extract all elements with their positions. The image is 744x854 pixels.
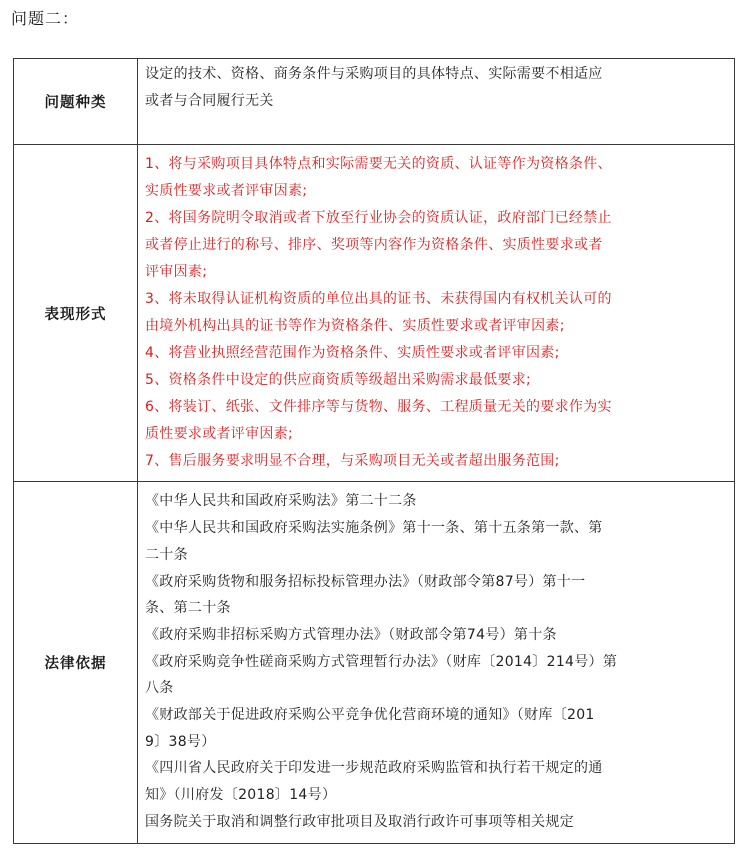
content-issue-type [138, 59, 735, 145]
text-line: 国务院关于取消和调整行政审批项目及取消行政许可事项等相关规定 [145, 813, 574, 830]
text-line: 9〕38号） [145, 733, 216, 750]
text-line: 《中华人民共和国政府采购法实施条例》第十一条、第十五条第一款、第 [145, 520, 603, 537]
label-legal-basis: 法律依据 [14, 482, 138, 844]
text-line: 《政府采购非招标采购方式管理办法》（财政部令第74号）第十条 [145, 626, 557, 643]
text-line: 评审因素; [145, 263, 208, 280]
content-manifestation [138, 145, 735, 482]
section-heading: 问题二： [11, 9, 80, 28]
text-line: 设定的技术、资格、商务条件与采购项目的具体特点、实际需要不相适应 [145, 66, 603, 82]
text-line: 实质性要求或者评审因素; [145, 182, 308, 199]
text-line: 《四川省人民政府关于印发进一步规范政府采购监管和执行若干规定的通 [145, 760, 603, 777]
text-line: 条、第二十条 [145, 600, 231, 617]
text-line: 《财政部关于促进政府采购公平竞争优化营商环境的通知》（财库〔201 [145, 707, 595, 724]
text-line: 7、售后服务要求明显不合理，与采购项目无关或者超出服务范围; [145, 452, 560, 469]
content-legal-basis [138, 482, 735, 844]
text-line: 《政府采购货物和服务招标投标管理办法》（财政部令第87号）第十一 [145, 573, 586, 590]
text-line: 4、将营业执照经营范围作为资格条件、实质性要求或者评审因素; [145, 344, 560, 361]
text-line: 质性要求或者评审因素; [145, 425, 294, 442]
text-line: 《政府采购竞争性磋商采购方式管理暂行办法》（财库〔2014〕214号）第 [145, 653, 618, 670]
text-line: 2、将国务院明令取消或者下放至行业协会的资质认证，政府部门已经禁止 [145, 209, 612, 226]
label-issue-type: 问题种类 [14, 59, 138, 145]
text-line: 6、将装订、纸张、文件排序等与货物、服务、工程质量无关的要求作为实 [145, 398, 612, 415]
text-line: 3、将未取得认证机构资质的单位出具的证书、未获得国内有权机关认可的 [145, 290, 612, 307]
text-line: 知》（川府发〔2018〕14号） [145, 787, 337, 804]
text-line: 1、将与采购项目具体特点和实际需要无关的资质、认证等作为资格条件、 [145, 155, 612, 172]
text-line: 《中华人民共和国政府采购法》第二十二条 [145, 493, 417, 510]
text-line: 二十条 [145, 546, 188, 563]
text-line: 八条 [145, 680, 174, 697]
text-line: 或者与合同履行无关 [145, 93, 274, 109]
text-line: 或者停止进行的称号、排序、奖项等内容作为资格条件、实质性要求或者 [145, 236, 603, 253]
text-line: 由境外机构出具的证书等作为资格条件、实质性要求或者评审因素; [145, 317, 565, 334]
label-manifestation: 表现形式 [14, 145, 138, 482]
table-row-manifestation [14, 145, 735, 482]
table-row-legal-basis [14, 482, 735, 844]
issue-table [13, 58, 735, 844]
table-row-issue-type [14, 59, 735, 145]
text-line: 5、资格条件中设定的供应商资质等级超出采购需求最低要求; [145, 371, 532, 388]
